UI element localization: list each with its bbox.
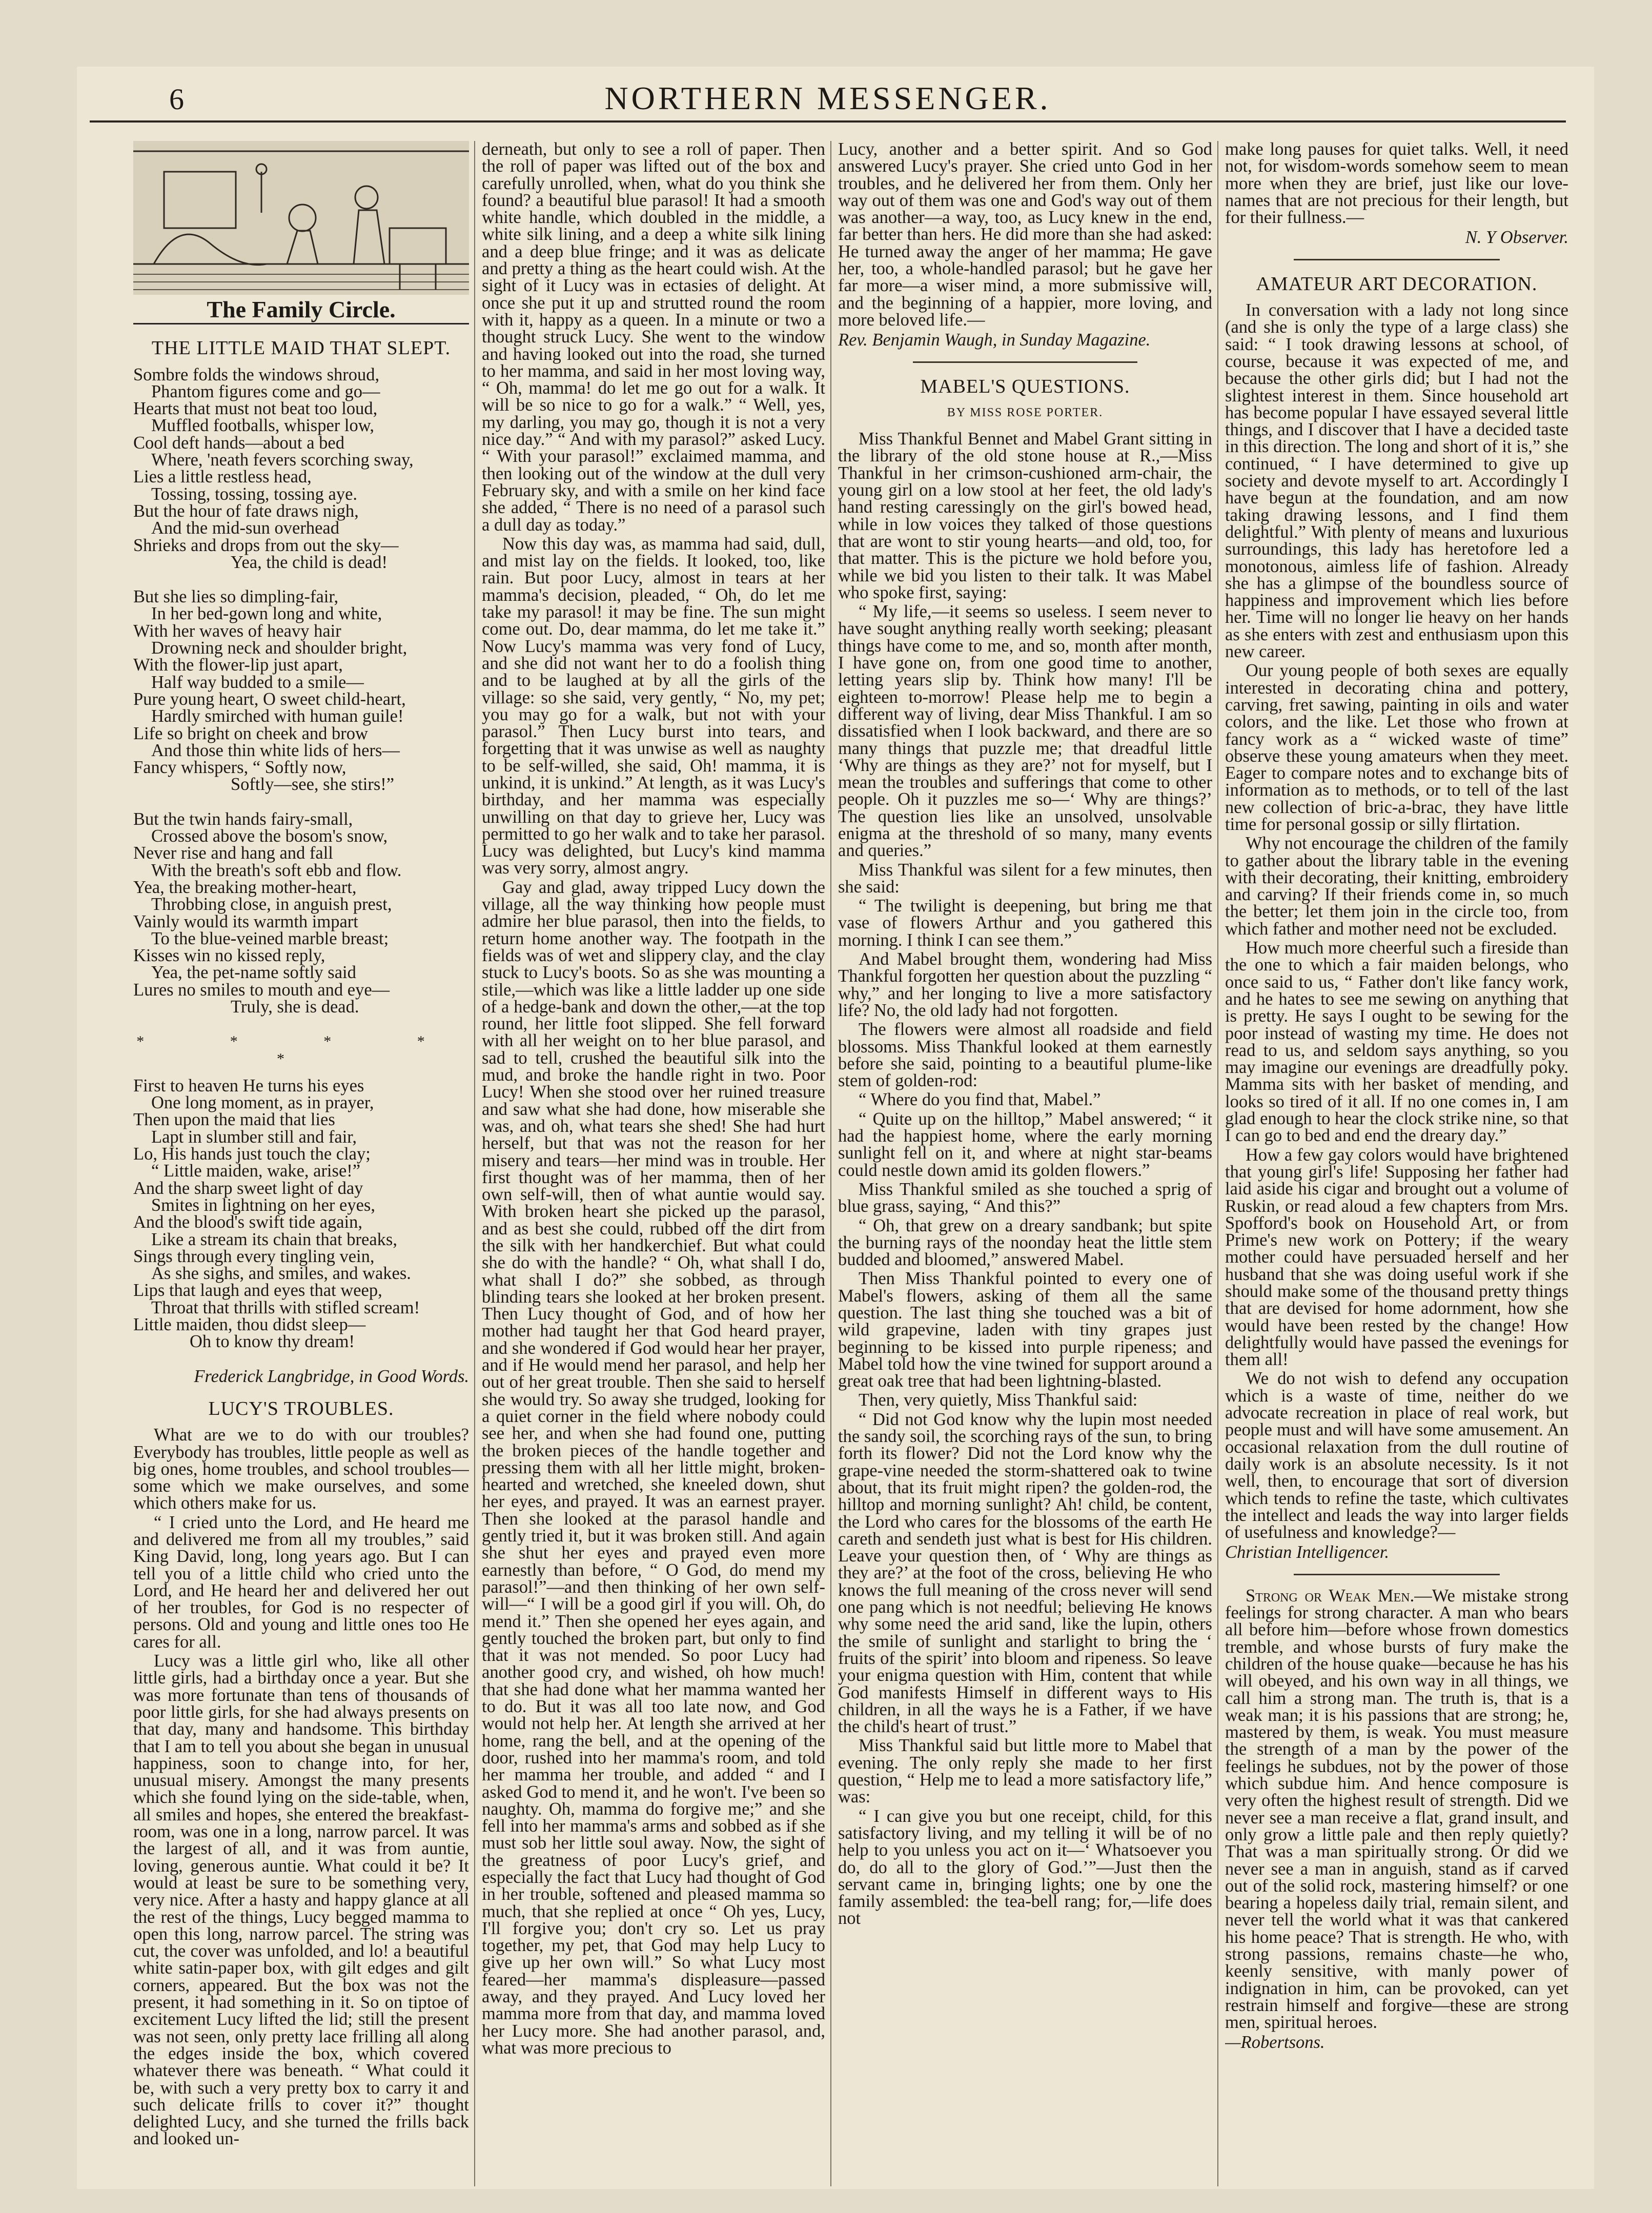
column-rule (830, 141, 831, 2186)
poem-line: Smites in lightning on her eyes, (151, 1195, 375, 1215)
poem-line: Half way budded to a smile— (151, 672, 364, 692)
column-rule (474, 141, 475, 2186)
lucy-story-part-2 (482, 141, 825, 2057)
paragraph: Then, very quietly, Miss Thankful said: (859, 1390, 1138, 1410)
paragraph: Now this day was, as mamma had said, dull, and mist lay on the fields. It looked, too, like rain. But poor Lucy, almost in tears at her mamma's decision, pleaded, “ Oh, do let me take my parasol! it may be fine. The sun might come out. Do, dear mamma, do let me take it.” Now Lucy's mamma was very fond of Lucy, and she did not want her to do a foolish thing and to be laughed at by all the girls of the village: so she said, very gently, “ No, my pet; you may go for a walk, but not with your parasol.” Then Lucy burst into tears, and forgetting that it was unwise as well as naughty to be self-willed, she said, Oh! mamma, it is unkind, it is unkind.” At length, as it was Lucy's birthday, and her mamma was especially unwilling on that day to grieve her, Lucy was permitted to go her walk and to take her parasol. Lucy was delighted, but Lucy's kind mamma was very sorry, almost angry. (482, 534, 825, 878)
paragraph: How a few gay colors would have brightened that young girl's life! Supposing her father had laid aside his cigar and brought out a volume of Ruskin, or read aloud a few chapters from Mrs. Spofford's book on Household Art, or from Prime's new work on Pottery; if the weary mother could have persuaded herself and her husband that she was doing useful work if she should make some of the thousand pretty things that are devised for home adornment, how she would have been rested by the change! How delightfully would have passed the evenings for them all! (1225, 1145, 1568, 1370)
poem-line: Where, 'neath fevers scorching sway, (151, 450, 414, 470)
poem-line: Crossed above the bosom's snow, (151, 826, 388, 846)
divider (913, 361, 1137, 363)
poem-line: And the sharp sweet light of day (133, 1178, 363, 1198)
paragraph: We do not wish to defend any occupation which is a waste of time, neither do we advocate recreation in place of real work, but people must and will have some amusement. An occasional relaxation from the dull routine of daily work is an absolute necessity. Is it not well, then, to encourage that sort of diversion which tends to refine the taste, which cultivates the intellect and leads the way into larger fields of usefulness and knowledge?— (1225, 1369, 1568, 1542)
poem-line: Lies a little restless head, (133, 467, 312, 487)
paragraph: Gay and glad, away tripped Lucy down the village, all the way thinking how people must admire her blue parasol, then into the fields, to return home another way. The footpath in the fields was of wet and slippery clay, and the clay stuck to Lucy's boots. So as she was mounting a stile,—which was like a little ladder up one side of a hedge-bank and down the other,—at the top round, her little foot slipped. She fell forward with all her weight on to her blue parasol, and sad to tell, crushed the beautiful silk into the mud, and broke the handle right in two. Poor Lucy! When she stood over her ruined treasure and saw what she had done, how miserable she was, and oh, what tears she shed! She had hurt herself, but that was not the reason for her misery and tears—her mind was in trouble. Her first thought was of her mamma, then of her own self-will, then of what auntie would say. With broken heart she picked up the parasol, and as best she could, rubbed off the dirt from the silk with her handkerchief. But what could she do with the handle? “ Oh, what shall I do, what shall I do?” she sobbed, as through blinding tears she looked at her broken present. Then Lucy thought of God, and of how her mother had taught her that God heard prayer, and she wondered if God would hear her prayer, and if He would mend her parasol, and help her out of her great trouble. Then she said to herself she would try. So away she trudged, looking for a quiet corner in the field where nobody could see her, and when she had found one, putting the broken pieces of the handle together and pressing them with all her little might, broken-hearted and wretched, she kneeled down, shut her eyes, and prayed. It was an earnest prayer. Then she looked at the parasol handle and gently tried it, but it was broken still. And again she shut her eyes and prayed even more earnestly than before, “ O God, do mend my parasol!”—and then thinking of her own self-will—“ I will be a good girl if you will. Oh, do mend it.” Then she opened her eyes again, and gently touched the broken part, but only to find that it was not mended. So poor Lucy had another good cry, and wished, oh how much! that she had done what her mamma wanted her to do. But it was all too late now, and God would not help her. At length she arrived at her home, rang the bell, and at the opening of the door, rushed into her mamma's room, and told her mamma her trouble, and added “ and I asked God to mend it, and he won't. I've been so naughty. Oh, mamma do forgive me;” and she fell into her mamma's arms and sobbed as if she must sob her little soul away. Now, the sight of the greatness of poor Lucy's grief, and especially the fact that Lucy had thought of God in her trouble, softened and pleased mamma so much, that she replied at once “ Oh yes, Lucy, I'll forgive you; don't cry so. Let us pray together, my pet, that God may help Lucy to give up her own will.” So what Lucy most feared—her mamma's displeasure—passed away, and they prayed. And Lucy loved her mamma more from that day, and mamma loved her Lucy more. She had another parasol, and, what was more precious to (482, 877, 825, 2058)
paragraph: And Mabel brought them, wondering had Miss Thankful forgotten her question about the puzzling “ why,” and her longing to live a more satisfactory life? No, the old lady had not forgotten. (838, 949, 1212, 1020)
column-2 (482, 141, 825, 2186)
paragraph: “ I can give you but one receipt, child, for this satisfactory living, and my telling it will be of no help to you unless you act on it—‘ Whatsoever you do, do all to the glory of God.’”—Just then the servant came in, bringing lights; one by one the family assembled: the tea-bell rang; for,—life does not (838, 1806, 1212, 1928)
paragraph: “ I cried unto the Lord, and He heard me and delivered me from all my troubles,” said King David, long, long years ago. But I can tell you of a little child who cried unto the Lord, and He heard her and delivered her out of her troubles, for God is no respecter of persons. Old and young and little ones too He cares for all. (133, 1512, 469, 1652)
paragraph: Miss Thankful was silent for a few minutes, then she said: (838, 860, 1212, 897)
lucy-story-source: Rev. Benjamin Waugh, in Sunday Magazine. (838, 330, 1151, 350)
poem-line: Little maiden, thou didst sleep— (133, 1315, 366, 1335)
poem-stanza (133, 364, 469, 572)
poem-line: With the flower-lip just apart, (133, 655, 343, 675)
paragraph: “ Quite up on the hilltop,” Mabel answered; “ it had the happiest home, where the early morning sunlight fell on it, and where at night star-beams could nestle down amid its golden flowers.” (838, 1109, 1212, 1180)
section-title: The Family Circle. (133, 301, 469, 324)
poem-line: Yea, the breaking mother-heart, (133, 877, 357, 897)
poem-line: Fancy whispers, “ Softly now, (133, 758, 346, 778)
mabel-story-source: N. Y Observer. (1465, 228, 1568, 248)
story-title-lucy: LUCY'S TROUBLES. (208, 1397, 394, 1419)
divider (1294, 1574, 1500, 1575)
paragraph: “ My life,—it seems so useless. I seem never to have sought anything really worth seeking; pleasant things have come to me, and so, month after month, I have gone on, from one good time to another, letting years slip by. Think how many! I'll be eighteen to-morrow! Please help me to begin a different way of living, dear Miss Thankful. I am so dissatisfied when I look backward, and there are so many things that puzzle me; that dreadful little ‘Why are things as they are?’ not for myself, but I mean the troubles and sufferings that come to other people. Oh it puzzles me so—‘ Why are things?’ The question lies like an unsolved, unsolvable enigma at the threshold of so many, many events and queries.” (838, 602, 1212, 861)
mabel-story (838, 431, 1212, 1927)
poem-line: Hardly smirched with human guile! (151, 706, 404, 726)
poem-line: Like a stream its chain that breaks, (151, 1229, 397, 1249)
poem-stanza (133, 1075, 469, 1352)
paragraph: Lucy, another and a better spirit. And so God answered Lucy's prayer. She cried unto God in her troubles, and he delivered her from them. Only her way out of them was one and God's way out of them was another—a way, too, as Lucy knew in the end, far better than hers. He did more than she had asked: He turned away the anger of her mamma; He gave her, too, a whole-handled parasol; but he gave her far more—a wiser mind, a more submissive will, and the beginning of a happier, more loving, and more beloved life.— (838, 141, 1212, 330)
poem-line: Oh to know thy dream! (190, 1332, 355, 1352)
column-3 (838, 141, 1212, 2186)
poem-line: Muffled footballs, whisper low, (151, 416, 375, 436)
poem-line: But the hour of fate draws nigh, (133, 501, 359, 521)
poem-line: Lips that laugh and eyes that weep, (133, 1281, 382, 1301)
paragraph: “ Oh, that grew on a dreary sandbank; but spite the burning rays of the noonday heat the little stem budded and bloomed,” answered Mabel. (838, 1215, 1212, 1270)
poem-line: As she sighs, and smiles, and wakes. (151, 1264, 411, 1284)
poem-line: But the twin hands fairy-small, (133, 809, 353, 829)
story-title-art: AMATEUR ART DECORATION. (1256, 273, 1538, 295)
poem-line: Sings through every tingling vein, (133, 1246, 375, 1266)
paragraph: Miss Thankful said but little more to Mabel that evening. The only reply she made to her first question, “ Help me to lead a more satisfactory life,” was: (838, 1736, 1212, 1807)
stanza-break-stars: * * * * * (136, 1033, 466, 1067)
poem-line: To the blue-veined marble breast; (151, 928, 389, 948)
paragraph: “ The twilight is deepening, but bring me that vase of flowers Arthur and you gathered this morning. I think I can see them.” (838, 896, 1212, 950)
column-1 (133, 141, 469, 2186)
poem-line: And those thin white lids of hers— (151, 740, 400, 760)
page-header (90, 77, 1566, 123)
paragraph: The flowers were almost all roadside and field blossoms. Miss Thankful looked at them earnestly before she said, pointing to a beautiful plume-like stem of golden-rod: (838, 1020, 1212, 1091)
poem-line: Pure young heart, O sweet child-heart, (133, 689, 406, 709)
poem-line: “ Little maiden, wake, arise!” (151, 1161, 361, 1181)
mabel-story-end (1225, 141, 1568, 226)
strong-men-lead: Strong or Weak Men. (1246, 1586, 1415, 1606)
masthead: NORTHERN MESSENGER. (604, 80, 1051, 116)
divider (1294, 259, 1500, 260)
poem-stanza (133, 811, 469, 1016)
column-4 (1225, 141, 1568, 2186)
strong-men-text: —We mistake strong feelings for strong character. A man who bears all before him—before whose frown domestics tremble, and whose bursts of fury make the children of the house quake—because he has his will obeyed, and his own way in all things, we call him a strong man. The truth is, that is a weak man; it is his passions that are strong; he, mastered by them, is weak. You must measure the strength of a man by the power of the feelings he subdues, not by the power of those which subdue him. And hence composure is very often the highest result of strength. Did we never see a man receive a flat, grand insult, and only grow a little pale and then reply quietly? That was a man spiritually strong. Or did we never see a man in anguish, stand as if carved out of the solid rock, mastering himself? or one bearing a hopeless daily trial, remain silent, and never tell the world what it was that cankered his home peace? That is strength. He who, with strong passions, remains chaste—he who, keenly sensitive, with manly power of indignation in him, can be provoked, can yet restrain himself and forgive—these are strong men, spiritual heroes. (1225, 1586, 1568, 2033)
poem-title: THE LITTLE MAID THAT SLEPT. (151, 337, 451, 359)
poem-line: One long moment, as in prayer, (151, 1093, 374, 1113)
poem-line: Shrieks and drops from out the sky— (133, 535, 399, 555)
paragraph: derneath, but only to see a roll of paper. Then the roll of paper was lifted out of the box and carefully unrolled, when, what do you think she found? a beautiful blue parasol! It had a smooth white handle, which doubled in the middle, a white silk lining, and a deep a white silk lining and a deep blue fringe; and it was as delicate and pretty a thing as the heart could wish. At the sight of it Lucy was in ectasies of delight. At once she put it up and strutted round the room with it, happy as a queen. In a minute or two a thought struck Lucy. She went to the window and having looked out into the road, she turned to her mamma, and said in her most loving way, “ Oh, mamma! do let me go out for a walk. It will be so nice to go for a walk.” “ Well, yes, my darling, you may go, though it is not a very nice day.” “ And with my parasol?” asked Lucy. “ With your parasol!” exclaimed mamma, and then looking out of the window at the dull very February sky, and with a smile on her kind face she added, “ There is no need of a parasol such a dull day as today.” (482, 141, 825, 535)
lucy-story-part-1 (133, 1427, 469, 2147)
poem-line: Hearts that must not beat too loud, (133, 399, 378, 419)
poem-line: In her bed-gown long and white, (151, 604, 382, 624)
paragraph: What are we to do with our troubles? Everybody has troubles, little people as well as big ones, home troubles, and school troubles—some which we make ourselves, and some which others make for us. (133, 1425, 469, 1513)
strong-men-source: —Robertsons. (1225, 2033, 1325, 2053)
poem-line: With her waves of heavy hair (133, 621, 341, 641)
column-rule (1217, 141, 1218, 2186)
family-circle-engraving (133, 141, 469, 295)
paragraph: “ Did not God know why the lupin most needed the sandy soil, the scorching rays of the sun, to bring forth its flower? Did not the Lord know why the grape-vine needed the storm-shattered oak to twine about, that its fruit might ripen? the golden-rod, the hilltop and morning sunlight? Ah! child, be content, the Lord who cares for the blossoms of the earth He careth and sendeth just what is best for His children. Leave your question then, of ‘ Why are things as they are?’ at the foot of the cross, believing He who knows the full meaning of the cross never will send one pang which is not needful; believing He knows why some need the arid sand, like the lupin, others the smile of sunlight and starlight to bring the ‘ fruits of the spirit’ into bloom and ripeness. So leave your enigma question with Him, content that while God manifests Himself in different ways to His children, in all the ways he is a Father, if we have the child's heart of trust.” (838, 1409, 1212, 1737)
poem-line: Cool deft hands—about a bed (133, 433, 344, 453)
poem (133, 364, 469, 1352)
poem-line: Lures no smiles to mouth and eye— (133, 980, 390, 1000)
poem-source: Frederick Langbridge, in Good Words. (194, 1366, 469, 1386)
paragraph: Lucy was a little girl who, like all other little girls, had a birthday once a year. But she was more fortunate than tens of thousands of poor little girls, for she had always presents on that day, many and handsome. This birthday that I am to tell you about she began in unusual happiness, soon to change into, for her, unusual misery. Amongst the many presents which she found lying on the side-table, when, all smiles and hopes, she entered the breakfast-room, was one in a long, narrow parcel. It was the largest of all, and it was from auntie, loving, generous auntie. What could it be? It would at least be sure to be something very, very nice. After a hasty and happy glance at all the rest of the things, Lucy begged mamma to open this long, narrow parcel. The string was cut, the cover was unfolded, and lo! a beautiful white satin-paper box, with gilt edges and gilt corners, appeared. But the box was not the present, it had something in it. So on tiptoe of excitement Lucy lifted the lid; still the present was not seen, only pretty lace frilling all along the edges inside the box, which covered whatever there was beneath. “ What could it be, with such a very pretty box to carry it and such delicate frills to cover it?” thought delighted Lucy, and she turned the frills back and looked un- (133, 1651, 469, 2149)
poem-line: Lo, His hands just touch the clay; (133, 1144, 371, 1164)
poem-line: Vainly would its warmth impart (133, 911, 358, 931)
paragraph: Miss Thankful Bennet and Mabel Grant sitting in the library of the old stone house at R.,—Miss Thankful in her crimson-cushioned arm-chair, the young girl on a low stool at her feet, the old lady's hand resting caressingly on the girl's bowed head, while in low voices they talked of those questions that are wont to stir young hearts—and old, too, for that matter. This is the picture we hold before you, while we bid you listen to their talk. It was Mabel who spoke first, saying: (838, 429, 1212, 602)
paragraph: make long pauses for quiet talks. Well, it need not, for wisdom-words somehow seem to mean more when they are brief, just like our love-names that are not precious for their length, but for their fullness.— (1225, 141, 1568, 228)
art-article-source: Christian Intelligencer. (1225, 1542, 1390, 1562)
poem-line: First to heaven He turns his eyes (133, 1075, 364, 1095)
poem-line: Sombre folds the windows shroud, (133, 364, 380, 384)
paragraph: In conversation with a lady not long since (and she is only the type of a large class) she said: “ I took drawing lessons at school, of course, because it was expected of me, and because the other girls did; but I had not the slightest interest in them. Since household art has become popular I have essayed several little things, and I discover that I have a decided taste in this direction. The long and short of it is,” she continued, “ I have determined to give up society and devote myself to art. Accordingly I have begun at the foundation, and am now taking drawing lessons, and I find them delightful.” With plenty of means and luxurious surroundings, this lady has heretofore led a monotonous, aimless life of fashion. Already she has a glimpse of the boundless source of happiness and improvement which lies before her. Time will no longer lie heavy on her hands as she enters with zest and enthusiasm upon this new career. (1225, 300, 1568, 662)
poem-line: Throbbing close, in anguish prest, (151, 895, 392, 915)
poem-line: Lapt in slumber still and fair, (151, 1127, 357, 1147)
paragraph: How much more cheerful such a fireside than the one to which a fair maiden belongs, who once said to us, “ Father don't like fancy work, and he hates to see me sewing on anything that is pretty. He says I ought to be sewing for the poor instead of wasting my time. He does not read to us, and seldom says anything, so you may imagine our evenings are dreadfully poky. Mamma sits with her basket of mending, and looks so tired of it all. If no one comes in, I am glad enough to hear the clock strike nine, so that I can go to bed and end the dreary day.” (1225, 938, 1568, 1146)
poem-line: Yea, the child is dead! (231, 552, 387, 572)
paragraph: Then Miss Thankful pointed to every one of Mabel's flowers, asking of them all the same question. The last thing she touched was a bit of wild grapevine, laden with tiny grapes just beginning to be kissed into purple ripeness; and Mabel told how the vine twined for support around a great oak tree that had been lightning-blasted. (838, 1269, 1212, 1391)
poem-line: Throat that thrills with stifled scream! (151, 1297, 420, 1317)
poem-line: Truly, she is dead. (231, 997, 359, 1017)
poem-line: But she lies so dimpling-fair, (133, 587, 339, 607)
poem-line: Softly—see, she stirs!” (231, 775, 395, 795)
paragraph: Miss Thankful smiled as she touched a sprig of blue grass, saying, “ And this?” (838, 1179, 1212, 1216)
poem-line: Never rise and hang and fall (133, 843, 333, 863)
poem-line: Phantom figures come and go— (151, 381, 380, 401)
poem-line: Tossing, tossing, tossing aye. (151, 484, 358, 504)
poem-line: Kisses win no kissed reply, (133, 946, 325, 966)
poem-line: And the blood's swift tide again, (133, 1212, 362, 1232)
lucy-story-end (838, 141, 1212, 329)
page-number: 6 (169, 83, 184, 116)
poem-line: And the mid-sun overhead (151, 518, 339, 538)
paragraph: “ Where do you find that, Mabel.” (859, 1090, 1101, 1110)
byline: BY MISS ROSE PORTER. (947, 405, 1104, 419)
story-title-mabel: MABEL'S QUESTIONS. (920, 375, 1130, 397)
poem-line: Life so bright on cheek and brow (133, 723, 368, 743)
poem-stanza (133, 588, 469, 794)
poem-line: With the breath's soft ebb and flow. (151, 860, 402, 880)
art-article (1225, 302, 1568, 1541)
poem-line: Then upon the maid that lies (133, 1110, 335, 1130)
paragraph: Why not encourage the children of the family to gather about the library table in the evening with their decorating, their knitting, embroidery and carving? If their friends come in, so much the better; let them join in the circle too, from which father and mother need not be excluded. (1225, 834, 1568, 939)
paragraph: Our young people of both sexes are equally interested in decorating china and pottery, carving, fret sawing, painting in oils and water colors, and the like. Let those who frown at fancy work as a “ wicked waste of time” observe these young amateurs when they meet. Eager to compare notes and to exchange bits of information as to methods, or to tell of the last new collection of bric-a-brac, they have little time for personal gossip or silly flirtation. (1225, 661, 1568, 834)
poem-line: Drowning neck and shoulder bright, (151, 638, 407, 658)
poem-line: Yea, the pet-name softly said (151, 963, 356, 983)
